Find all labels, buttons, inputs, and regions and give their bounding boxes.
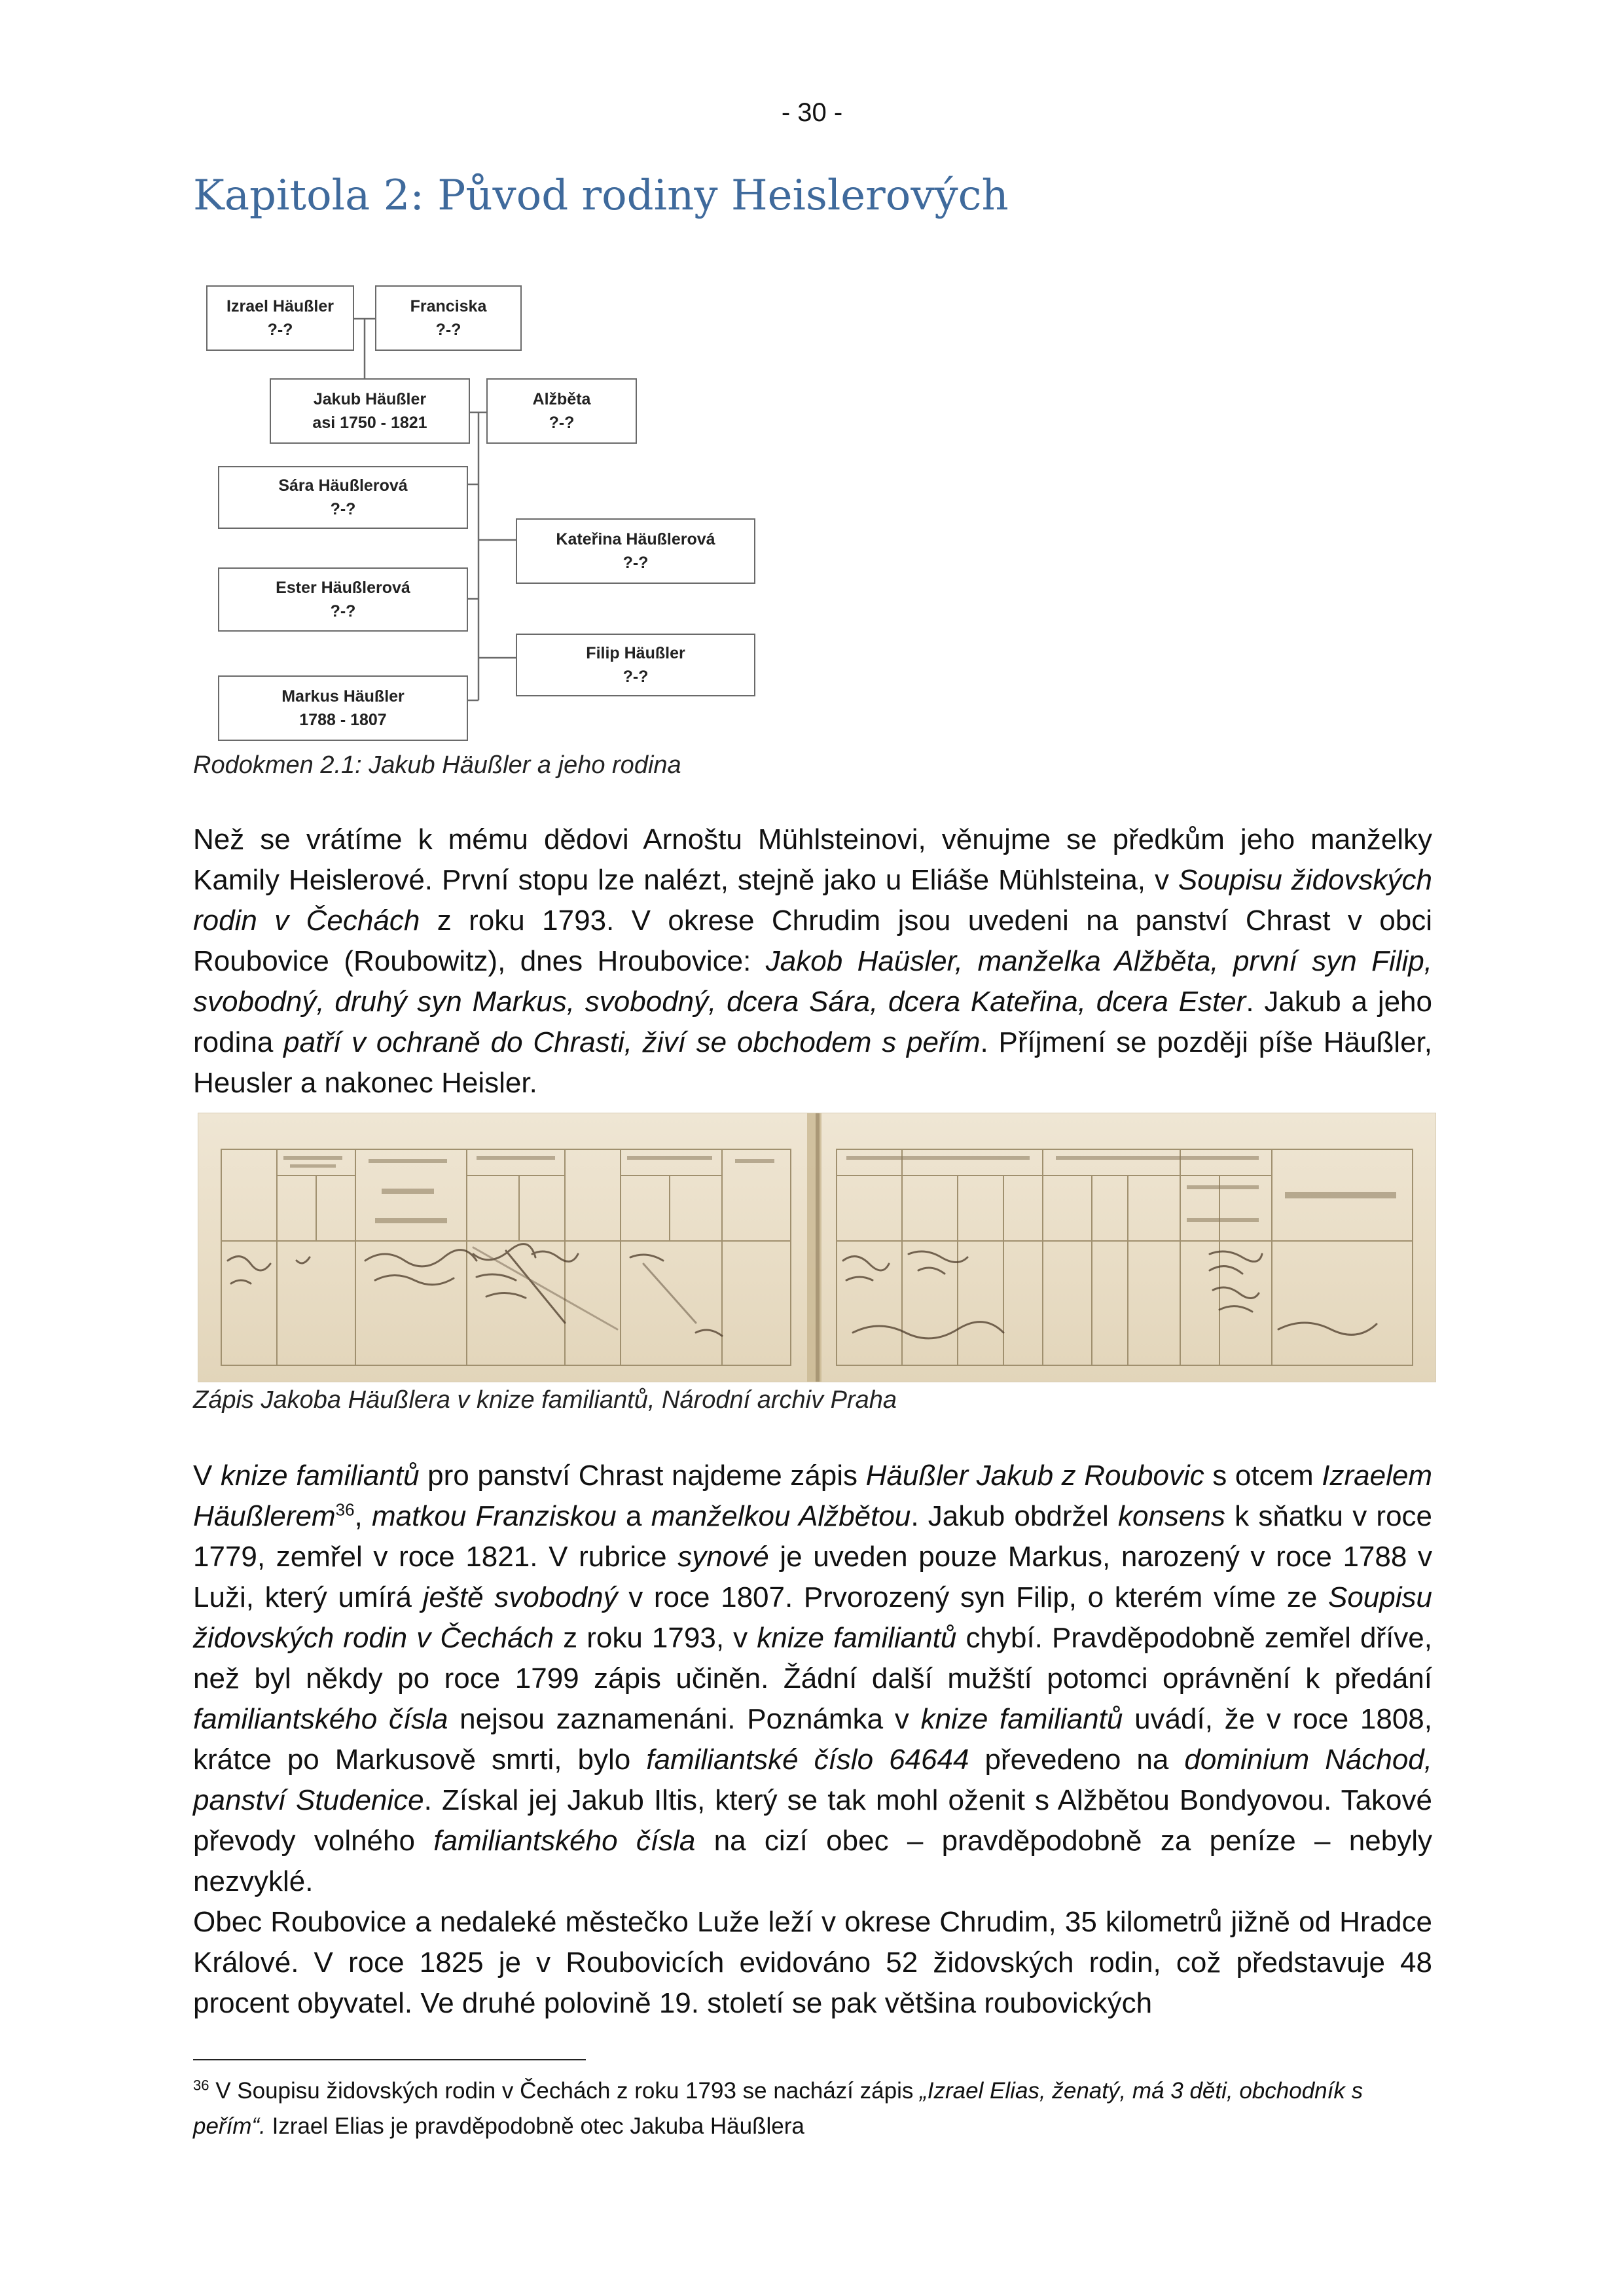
person-dates: ?-?	[330, 602, 356, 620]
paragraph-2: V knize familiantů pro panství Chrast najdeme zápis Häußler Jakub z Roubovic s otcem Izraelem Häußlerem$^{36}$, matkou Franziskou a manželkou Alžbětou. Jakub obdržel konsens k sňatku v roce 1779, zemřel v roce 1821. V rubrice synové je uveden pouze Markus, narozený v roce 1788 v Luži, který umírá ještě svobodný v roce 1807. Prvorozený syn Filip, o kterém víme ze Soupisu židovských rodin v Čechách z roku 1793, v knize familiantů chybí. Pravděpodobně zemřel dříve, než byl někdy po roce 1799 zápis učiněn. Žádní další mužští potomci oprávnění k předání familiantského čísla nejsou zaznamenáni. Poznámka v knize familiantů uvádí, že v roce 1808, krátce po Markusově smrti, bylo familiantské číslo 64644 převedeno na dominium Náchod, panství Studenice. Získal jej Jakub Iltis, který se tak mohl oženit s Alžbětou Bondyovou. Takové převody volného familiantského čísla na cizí obec – pravděpodobně za peníze – nebyly nezvyklé.	[193, 1460, 1433, 1897]
person-name: Jakub Häußler	[313, 389, 427, 408]
archive-photo	[198, 1113, 1436, 1382]
footnote-separator	[193, 2059, 586, 2060]
footnote-number: 36	[193, 2077, 209, 2094]
person-name: Filip Häußler	[586, 643, 685, 662]
person-dates: 1788 - 1807	[299, 711, 387, 729]
photo-caption: Zápis Jakoba Häußlera v knize familiantů, Národní archiv Praha	[193, 1386, 897, 1414]
person-name: Markus Häußler	[281, 687, 405, 706]
paragraph-3: Obec Roubovice a nedaleké městečko Luže leží v okrese Chrudim, 35 kilometrů jižně od Hradce Králové. V roce 1825 je v Roubovicích evidováno 52 židovských rodin, což představuje 48 procent obyvatel. Ve druhé polovině 19. století se pak většina roubovických	[193, 1906, 1432, 2019]
register-page-image	[198, 1113, 1435, 1382]
person-dates: ?-?	[267, 321, 293, 339]
person-izrael	[206, 285, 354, 351]
person-dates: ?-?	[330, 500, 356, 518]
person-name: Alžběta	[532, 389, 591, 408]
person-name: Ester Häußlerová	[276, 578, 410, 597]
tree-caption: Rodokmen 2.1: Jakub Häußler a jeho rodina	[193, 751, 681, 779]
person-dates: ?-?	[623, 668, 649, 686]
chapter-title: Kapitola 2: Původ rodiny Heislerových	[193, 171, 1009, 220]
person-filip	[516, 634, 755, 696]
person-dates: ?-?	[623, 554, 649, 572]
family-tree	[193, 275, 769, 746]
person-markus	[218, 675, 468, 741]
person-name: Sára Häußlerová	[278, 476, 408, 495]
person-alzbeta	[486, 378, 637, 444]
footnote-ref[interactable]: 36	[335, 1499, 355, 1520]
footnote-36: $^{36}$ V Soupisu židovských rodin v Čechách z roku 1793 se nachází zápis „Izrael Elias, ženatý, má 3 děti, obchodník s peřím“. Izrael Elias je pravděpodobně otec Jakuba Häußlera	[193, 2077, 1363, 2139]
page-number: - 30 -	[781, 98, 843, 127]
person-dates: asi 1750 - 1821	[312, 414, 427, 432]
person-name: Izrael Häußler	[226, 296, 334, 315]
person-name: Franciska	[410, 296, 487, 315]
person-ester	[218, 567, 468, 632]
person-sara	[218, 466, 468, 529]
person-jakub	[270, 378, 470, 444]
person-name: Kateřina Häußlerová	[556, 529, 715, 548]
person-franciska	[375, 285, 522, 351]
paragraph-1: Než se vrátíme k mému dědovi Arnoštu Mühlsteinovi, věnujme se předkům jeho manželky Kamily Heislerové. První stopu lze nalézt, stejně jako u Eliáše Mühlsteina, v Soupisu židovských rodin v Čechách z roku 1793. V okrese Chrudim jsou uvedeni na panství Chrast v obci Roubovice (Roubowitz), dnes Hroubovice: Jakob Haüsler, manželka Alžběta, první syn Filip, svobodný, druhý syn Markus, svobodný, dcera Sára, dcera Kateřina, dcera Ester. Jakub a jeho rodina patří v ochraně do Chrasti, živí se obchodem s peřím. Příjmení se později píše Häußler, Heusler a nakonec Heisler.	[193, 823, 1433, 1099]
person-dates: ?-?	[435, 321, 461, 339]
person-dates: ?-?	[549, 414, 575, 432]
person-katerina	[516, 518, 755, 584]
